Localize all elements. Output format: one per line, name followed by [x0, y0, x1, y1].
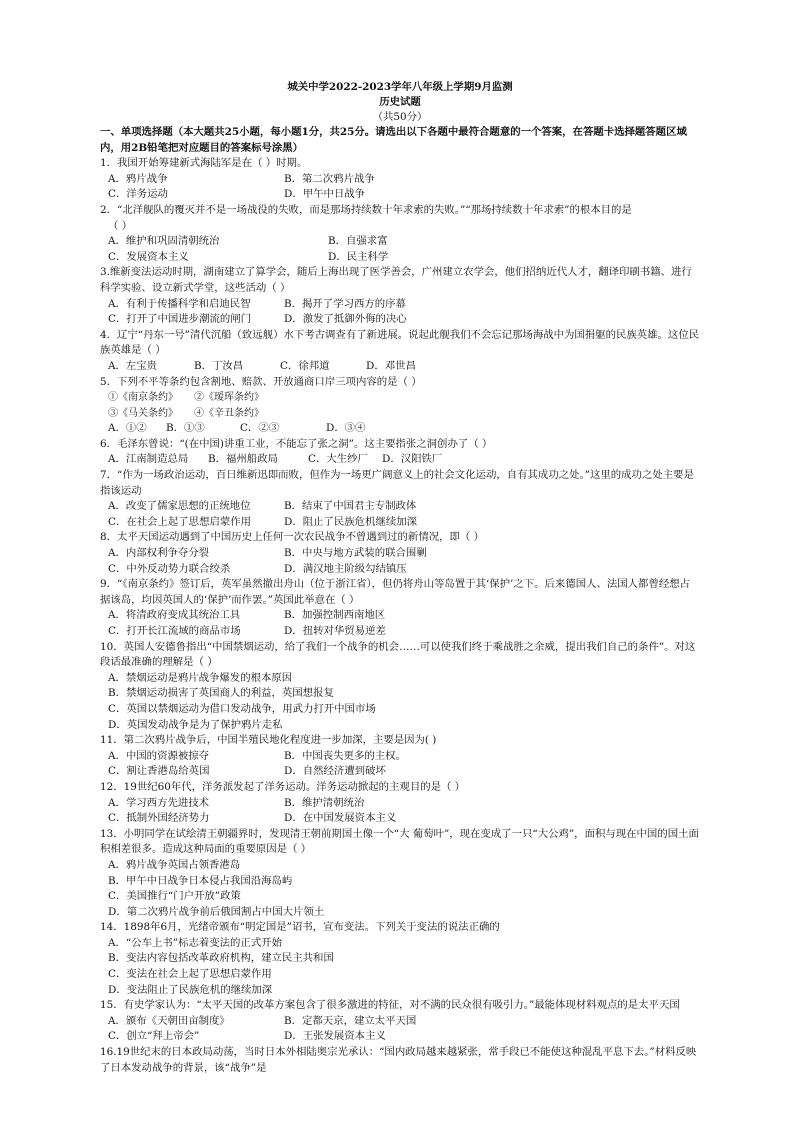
option-c: C．割让香港岛给英国 [108, 765, 210, 778]
option-a: A．维护和巩固清朝统治 [108, 235, 220, 248]
question-stem: 7．“作为一场政治运动，百日维新迅即而败，但作为一场更广阔意义上的社会文化运动，自有其成功之处。”这里的成功之处主要是指该运动 [100, 469, 694, 497]
option-c: C．徐邦道 [280, 359, 330, 372]
exam-page [100, 80, 700, 1076]
option-c: C．美国推行“门户开放”政策 [108, 890, 241, 903]
question-stem: 12．19世纪60年代，洋务派发起了洋务运动。洋务运动掀起的主观目的是（ ） [100, 780, 466, 793]
option-a: A．左宝贵 [108, 359, 158, 372]
option-a: A．江南制造总局 [108, 453, 189, 466]
option-b: B．中国丧失更多的主权。 [284, 749, 406, 762]
option-c: C．洋务运动 [108, 188, 168, 201]
option-c: C．发展资本主义 [108, 250, 189, 263]
option-a: A．改变了儒家思想的正统地位 [108, 500, 251, 513]
question-1 [100, 156, 700, 203]
option-d: D．变法阻止了民族危机的继续加深 [108, 983, 273, 996]
option-c: C．大生纱厂 [308, 453, 368, 466]
option-c: C．创立“拜上帝会” [108, 1030, 200, 1043]
question-stem: 9．“《南京条约》签订后，英军虽然撤出舟山（位于浙江省），但仍将舟山等岛置于其‘保护’之下。后来德国人、法国人都曾经想占据该岛，均因英国人的‘保护’而作罢。”英国此举意在（ ） [100, 578, 690, 606]
option-b: B．第二次鸦片战争 [284, 172, 375, 185]
option-a: A．有利于传播科学和启迪民智 [108, 297, 251, 310]
option-d: D．民主科学 [328, 250, 389, 263]
section-heading: 一、单项选择题（本大题共25小题，每小题1分，共25分。请选出以下各题中最符合题意的一个答案，在答题卡选择题答题区域内，用2B铅笔把对应题目的答案标号涂黑） [100, 126, 687, 154]
treaty-4: ④《辛丑条约》 [194, 407, 264, 419]
option-b: B．甲午中日战争日本侵占我国沿海岛屿 [108, 874, 293, 887]
option-a: A．将清政府变成其统治工具 [108, 609, 241, 622]
option-d: D．王张发展资本主义 [284, 1030, 386, 1043]
option-b: B．①③ [166, 422, 205, 435]
option-b: B．变法内容包括改革政府机构，建立民主共和国 [108, 952, 334, 965]
question-9 [100, 577, 700, 639]
question-13 [100, 827, 700, 921]
exam-title: 城关中学2022-2023学年八年级上学期9月监测 [287, 81, 513, 93]
option-d: D．邓世昌 [366, 359, 416, 372]
question-stem: 10．英国人安德鲁指出“中国禁烟运动，给了我们一个战争的机会……可以使我们终于乘战胜之余威，提出我们自己的条件”。对这段话最准确的理解是（ ） [100, 640, 696, 669]
question-stem: 13．小明同学在试绘清王朝疆界时，发现清王朝前期国土像一个“大 葡萄叶”，现在变成了一只“大公鸡”，面积与现在中国的国土面积相差很多。造成这种局面的重要原因是（ ） [100, 827, 699, 856]
question-stem: 1．我国开始筹建新式海陆军是在（ ）时期。 [100, 157, 308, 170]
question-11 [100, 733, 700, 780]
treaty-3: ③《马关条约》 [108, 407, 178, 419]
question-2 [100, 203, 700, 265]
option-b: B．加强控制西南地区 [284, 609, 386, 622]
option-c: C．在社会上起了思想启蒙作用 [108, 515, 252, 528]
option-a: A．颁布《天朝田亩制度》 [108, 1014, 230, 1027]
option-d: D．③④ [326, 422, 366, 435]
option-d: D．阻止了民族危机继续加深 [284, 515, 418, 528]
question-stem: 6．毛泽东曾说：“(在中国)讲重工业，不能忘了张之洞”。这主要指张之洞创办了（ ） [100, 437, 493, 450]
question-stem: 3.维新变法运动时期，湖南建立了算学会，随后上海出现了医学善会，广州建立农学会，他们招纳近代人才，翻译印刷书籍、进行科学实验、设立新式学堂，这些活动（ ） [100, 266, 692, 294]
option-b: B．丁汝昌 [194, 359, 244, 372]
treaty-2: ②《瑷珲条约》 [194, 392, 264, 404]
option-a: A．中国的资源被掠夺 [108, 749, 210, 762]
question-6 [100, 437, 700, 468]
option-a: A．鸦片战争英国占领香港岛 [108, 858, 241, 871]
option-c: C．抵制外国经济势力 [108, 812, 210, 825]
question-15 [100, 998, 700, 1045]
option-b: B．自强求富 [328, 235, 388, 248]
option-d: D．第二次鸦片战争前后俄国割占中国大片领土 [108, 905, 325, 918]
question-stem: 14．1898年6月，光绪帝颁布“明定国是”诏书，宣布变法。下列关于变法的说法正确的 [100, 921, 500, 934]
question-stem: 11．第二次鸦片战争后，中国半殖民地化程度进一步加深，主要是因为( ) [100, 734, 437, 747]
option-c: C．打开长江流域的商品市场 [108, 625, 241, 637]
option-c: C．打开了中国进步潮流的闸门 [108, 313, 252, 326]
question-7 [100, 468, 700, 530]
option-d: D．扭转对华贸易逆差 [284, 625, 386, 637]
option-b: B．中央与地方武装的联合围剿 [284, 547, 427, 560]
option-a: A．①② [108, 422, 147, 435]
total-score: （共50分） [372, 111, 428, 123]
question-stem: 2．“北洋舰队的覆灭并不是一场战役的失败，而是那场持续数十年求索的失败。”“那场持续数十年求索”的根本目的是 [100, 203, 632, 216]
option-c: C．中外反动势力联合绞杀 [108, 562, 231, 575]
question-8 [100, 530, 700, 577]
option-c: C．②③ [240, 422, 280, 435]
option-a: A．“公车上书”标志着变法的正式开始 [108, 936, 282, 949]
option-b: B．结束了中国君主专制政体 [284, 500, 417, 513]
option-d: D．激发了抵御外侮的决心 [284, 313, 407, 326]
option-c: C．变法在社会上起了思想启蒙作用 [108, 968, 272, 981]
option-d: D．甲午中日战争 [284, 188, 366, 201]
question-stem: 15．有史学家认为：“太平天国的改革方案包含了很多激进的特征，对不满的民众很有吸引力。”最能体现材料观点的是太平天国 [100, 999, 680, 1012]
option-a: A．鸦片战争 [108, 172, 168, 185]
question-12 [100, 780, 700, 827]
question-16 [100, 1045, 700, 1076]
option-b: B．定都天京，建立太平天国 [284, 1014, 417, 1027]
option-b: B．维护清朝统治 [284, 796, 365, 809]
option-a: A．学习西方先进技术 [108, 796, 210, 809]
option-d: D．自然经济遭到破坏 [284, 765, 386, 778]
question-stem-cont: （ ） [108, 219, 133, 232]
option-d: D．满汉地主阶级勾结镇压 [284, 562, 407, 575]
option-d: D．在中国发展资本主义 [284, 812, 397, 825]
option-d: D．汉阳铁厂 [382, 453, 443, 466]
question-3 [100, 265, 700, 327]
exam-subtitle: 历史试题 [379, 96, 421, 108]
treaty-1: ①《南京条约》 [108, 392, 178, 404]
question-stem: 4．辽宁“丹东一号”清代沉船（致远舰）水下考古调查有了新进展。说起此舰我们不会忘记那场海战中为国捐躯的民族英雄。这位民族英雄是（ ） [100, 328, 700, 357]
option-b: B．揭开了学习西方的序幕 [284, 297, 406, 310]
option-a: A．内部权利争夺分裂 [108, 547, 210, 560]
option-b: B．福州船政局 [208, 453, 278, 466]
question-4 [100, 328, 700, 375]
option-c: C．英国以禁烟运动为借口发动战争，用武力打开中国市场 [108, 702, 376, 715]
option-d: D．英国发动战争是为了保护鸦片走私 [108, 718, 283, 731]
question-stem: 16.19世纪末的日本政局动荡，当时日本外相陆奥宗光承认：“国内政局越来越紧张，常手段已不能使这种混乱平息下去。”材料反映了日本发动战争的背景，该“战争”是 [100, 1046, 697, 1074]
question-5 [100, 375, 700, 437]
question-10 [100, 640, 700, 734]
option-b: B．禁烟运动损害了英国商人的利益，英国想报复 [108, 687, 334, 700]
question-stem: 5．下列不平等条约包含割地、赔款、开放通商口岸三项内容的是（ ） [100, 375, 422, 388]
option-a: A．禁烟运动是鸦片战争爆发的根本原因 [108, 671, 293, 684]
question-14 [100, 920, 700, 998]
question-stem: 8．太平天国运动遇到了中国历史上任何一次农民战争不曾遇到过的新情况，即（ ） [100, 531, 484, 544]
